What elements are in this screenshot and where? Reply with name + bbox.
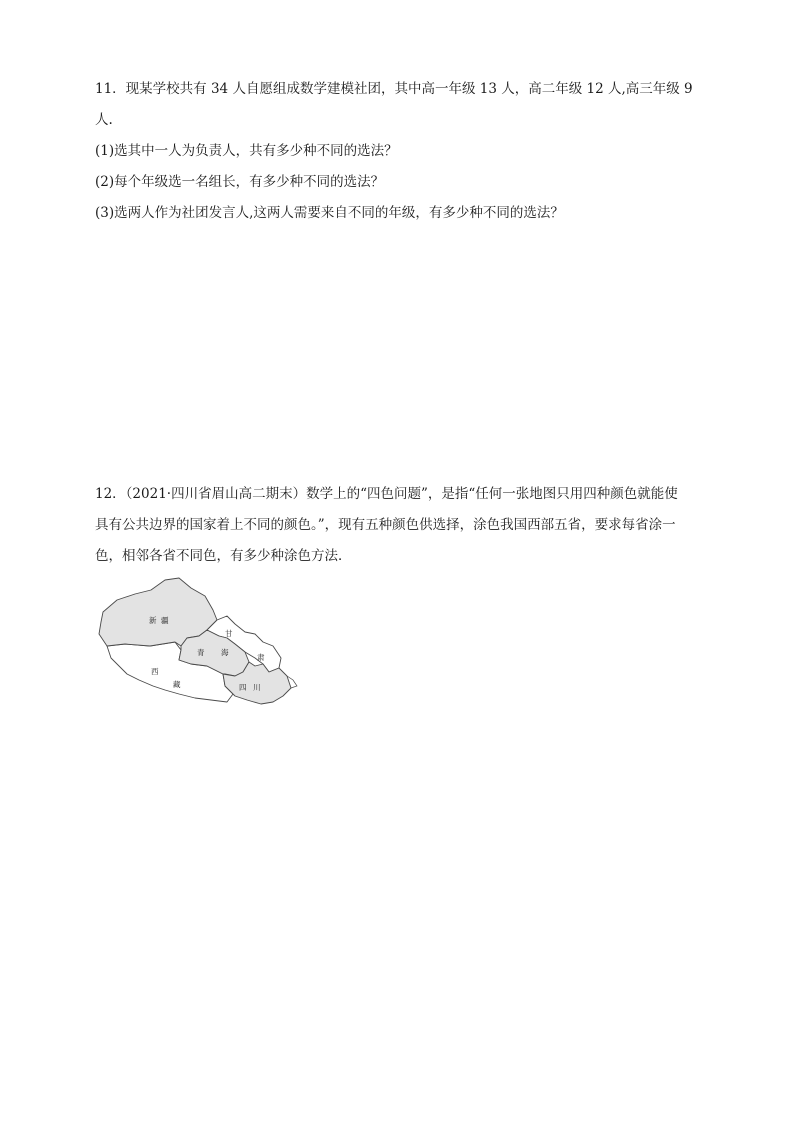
problem-11-question-3: (3)选两人作为社团发言人,这两人需要来自不同的年级，有多少种不同的选法？: [95, 205, 564, 221]
problem-11: [95, 74, 705, 229]
map-label-hai: 海: [221, 648, 229, 657]
problem-11-stem-line-1: 11．现某学校共有 34 人自愿组成数学建模社团，其中高一年级 13 人，高二年级 12 人,高三年级 9: [95, 81, 693, 97]
map-label-chuan: 川: [253, 683, 261, 692]
map-label-jiang: 疆: [161, 616, 169, 625]
problem-12-stem-line-2: 具有公共边界的国家着上不同的颜色。”，现有五种颜色供选择，涂色我国西部五省，要求每省涂一: [95, 517, 676, 533]
map-label-zang: 藏: [173, 680, 181, 689]
map-label-xin: 新: [149, 616, 157, 625]
problem-12: [95, 479, 705, 572]
map-figure: [95, 576, 305, 716]
map-label-si: 四: [239, 683, 247, 692]
problem-12-stem-line-3: 色，相邻各省不同色，有多少种涂色方法．: [95, 548, 352, 564]
problem-11-question-2: (2)每个年级选一名组长，有多少种不同的选法？: [95, 174, 385, 190]
problem-11-stem-line-2: 人.: [95, 112, 113, 128]
problem-12-stem-line-1: 12．（2021·四川省眉山高二期末）数学上的“四色问题”，是指“任何一张地图只用四种颜色就能使: [95, 486, 678, 502]
western-provinces-map: [95, 576, 305, 716]
map-label-gan: 甘: [225, 629, 233, 638]
problem-11-question-1: (1)选其中一人为负责人，共有多少种不同的选法？: [95, 143, 398, 159]
map-label-xi: 西: [151, 667, 159, 676]
map-label-su: 肃: [257, 653, 265, 662]
map-label-qing: 青: [197, 648, 205, 657]
